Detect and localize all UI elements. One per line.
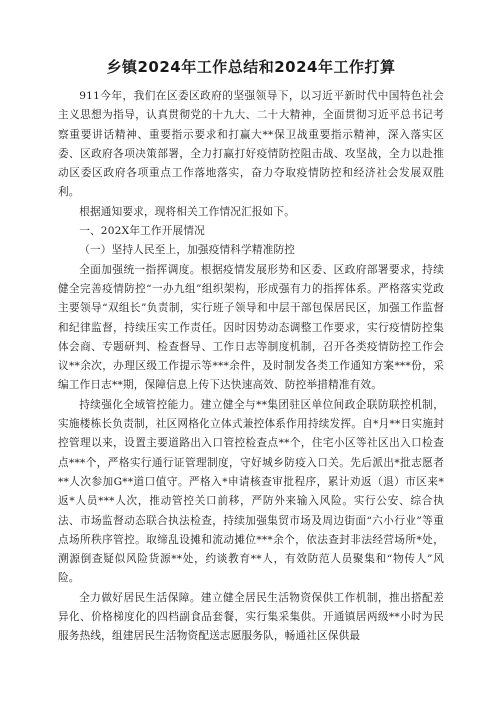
- body-paragraph-supply: 全力做好居民生活保障。建立健全居民生活物资保供工作机制，推出搭配差异化、价格梯度化的四档副食品套餐，实行集采集供。开通镇居两级**小时为民服务热线，组建居民生活物资配送志愿服务队，畅通社区保供最: [58, 591, 444, 643]
- report-line: 根据通知要求，现将相关工作情况汇报如下。: [79, 205, 296, 218]
- subsection-heading: （一）坚持人民至上，加强疫情科学精准防控: [79, 244, 296, 257]
- body-paragraph-control: 持续强化全域管控能力。建立健全与**集团驻区单位间政企联防联控机制，实施楼栋长负责制，社区网格化立体式兼控体系作用持续发挥。自*月**日实施封控管理以来，设置主要道路出入口管控检查点**个，住宅小区等社区出入口检查点***个，严格实行通行证管理制度，守好城乡防疫入口关。先后派出*批志愿者**人次参加G**道口值守。严格入*申请核查审批程序，累计劝返（退）市区来*返*人员***人次，推动管控关口前移，严防外来输入风险。实行公安、综合执法、市场监督动态联合执法检查，持续加强集贸市场及周边街面“六小行业”等重点场所秩序管控。取缔乱设摊和流动摊位***余个，依法查封非法经营场所*处，溯源倒查疑似风险货源**处，约谈教育**人，有效防范人员聚集和“物传人”风险。: [58, 398, 444, 585]
- body-paragraph-command: 全面加强统一指挥调度。根据疫情发展形势和区委、区政府部署要求，持续健全完善疫情防控“一办九组”组织架构，形成强有力的指挥体系。严格落实党政主要领导“双组长”负责制，实行班子领导和中层干部包保居民区，加强工作监督和纪律监督，持续压实工作责任。因时因势动态调整工作要求，实行疫情防控集体会商、专题研判、检查督导、工作日志等制度机制，召开各类疫情防控工作会议**余次，办理区级工作提示等***余件，及时制发各类工作通知方案***份，采编工作日志**期，保障信息上传下达快速高效、防控举措精准有效。: [58, 263, 444, 392]
- section-heading: 一、202X年工作开展情况: [79, 225, 205, 238]
- document-title: 乡镇2024年工作总结和2024年工作打算: [106, 58, 396, 76]
- intro-paragraph: 911今年，我们在区委区政府的坚强领导下，以习近平新时代中国特色社会主义思想为指导，认真贯彻党的十九大、二十大精神，全面贯彻习近平总书记考察重要讲话精神、重要指示要求和打赢大**保卫战重要指示精神，深入落实区委、区政府各项决策部署，全力打赢打好疫情防控阻击战、攻坚战，全力以赴推动区委区政府各项重点工作落地落实，奋力夺取疫情防控和经济社会发展双胜利。: [58, 90, 444, 199]
